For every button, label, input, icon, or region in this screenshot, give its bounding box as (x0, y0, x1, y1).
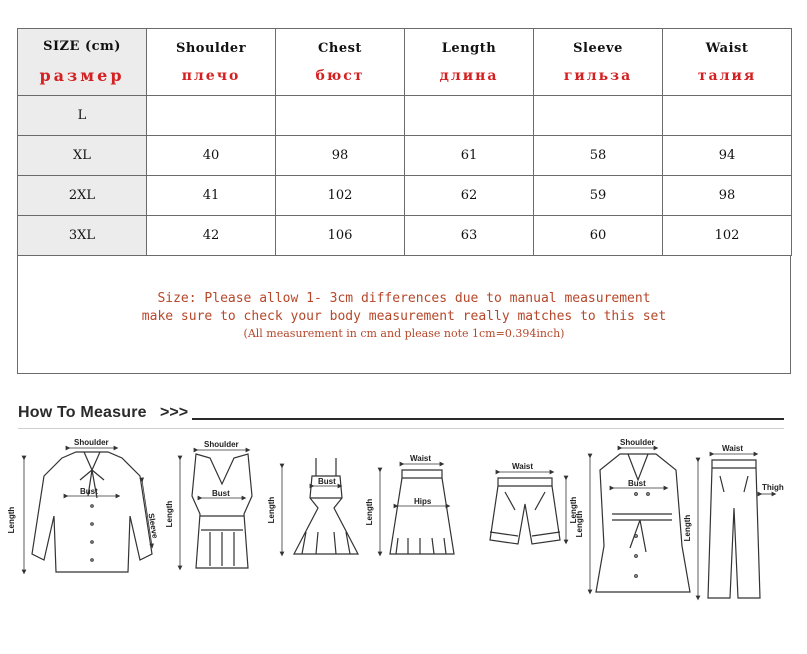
table-row (18, 136, 792, 176)
label-length: Length (7, 506, 16, 534)
label-shoulder: Shoulder (74, 438, 109, 447)
shorts-illustration (490, 478, 560, 544)
how-to-measure-illustrations (0, 436, 807, 646)
size-cell: 3XL (18, 216, 147, 256)
header-size (18, 29, 147, 96)
waist-cell: 94 (663, 136, 792, 176)
label-bust: Bust (318, 477, 336, 486)
shoulder-cell: 40 (147, 136, 276, 176)
header-shoulder-en: Shoulder (175, 40, 247, 56)
size-cell: XL (18, 136, 147, 176)
label-hips: Hips (414, 497, 432, 506)
label-bust: Bust (212, 489, 230, 498)
label-length: Length (569, 496, 578, 524)
sleeve-cell: 58 (534, 136, 663, 176)
slip-dress-illustration (294, 458, 358, 554)
label-bust: Bust (80, 487, 98, 496)
label-bust: Bust (628, 479, 646, 488)
header-chest-en: Chest (318, 40, 362, 56)
sleeve-cell (534, 96, 663, 136)
header-size-en: SIZE (cm) (43, 39, 121, 54)
table-header-row (18, 29, 792, 96)
size-cell: 2XL (18, 176, 147, 216)
chest-cell: 98 (276, 136, 405, 176)
skirt-illustration (390, 470, 454, 554)
label-shoulder: Shoulder (620, 438, 655, 447)
table-row (18, 96, 792, 136)
shoulder-cell (147, 96, 276, 136)
header-waist-ru: талия (697, 67, 757, 84)
size-chart-table (17, 28, 792, 256)
tank-top-illustration (192, 454, 252, 568)
header-length-en: Length (441, 40, 497, 56)
header-sleeve-ru: гильза (563, 67, 633, 84)
how-to-measure-title: How To Measure (18, 404, 147, 421)
header-chest-ru: бюст (315, 67, 365, 84)
header-waist-en: Waist (705, 40, 749, 56)
shoulder-cell: 42 (147, 216, 276, 256)
label-thigh: Thigh (762, 483, 784, 492)
header-length-ru: длина (439, 67, 499, 84)
coat-illustration (596, 454, 690, 592)
label-length: Length (267, 496, 276, 524)
label-length: Length (365, 498, 374, 526)
header-size-ru: размер (39, 66, 125, 85)
label-waist: Waist (722, 444, 744, 453)
header-waist (663, 29, 792, 96)
label-sleeve: Sleeve (146, 512, 160, 540)
section-divider (192, 418, 784, 420)
note-line-2: make sure to check your body measurement really matches to this set (141, 309, 667, 324)
shoulder-cell: 41 (147, 176, 276, 216)
header-sleeve (534, 29, 663, 96)
note-line-3: (All measurement in cm and please note 1cm=0.394inch) (243, 327, 565, 340)
table-row (18, 216, 792, 256)
pants-illustration (708, 460, 760, 598)
measurement-note-box (17, 256, 791, 374)
length-cell: 62 (405, 176, 534, 216)
label-waist: Waist (410, 454, 432, 463)
sleeve-cell: 59 (534, 176, 663, 216)
header-shoulder-ru: плечо (181, 67, 241, 84)
header-length (405, 29, 534, 96)
size-cell: L (18, 96, 147, 136)
label-shoulder: Shoulder (204, 440, 239, 449)
length-cell: 61 (405, 136, 534, 176)
label-length: Length (165, 500, 174, 528)
label-length: Length (683, 514, 692, 542)
blouse-illustration (32, 452, 152, 572)
table-row (18, 176, 792, 216)
waist-cell (663, 96, 792, 136)
section-divider-light (18, 428, 784, 429)
waist-cell: 102 (663, 216, 792, 256)
length-cell: 63 (405, 216, 534, 256)
header-sleeve-en: Sleeve (573, 40, 623, 56)
waist-cell: 98 (663, 176, 792, 216)
note-line-1: Size: Please allow 1- 3cm differences due to manual measurement (157, 291, 651, 306)
how-to-measure-arrows: >>> (160, 404, 189, 421)
label-length: Length (575, 510, 584, 538)
chest-cell: 106 (276, 216, 405, 256)
chest-cell (276, 96, 405, 136)
label-waist: Waist (512, 462, 534, 471)
chest-cell: 102 (276, 176, 405, 216)
length-cell (405, 96, 534, 136)
sleeve-cell: 60 (534, 216, 663, 256)
header-shoulder (147, 29, 276, 96)
header-chest (276, 29, 405, 96)
